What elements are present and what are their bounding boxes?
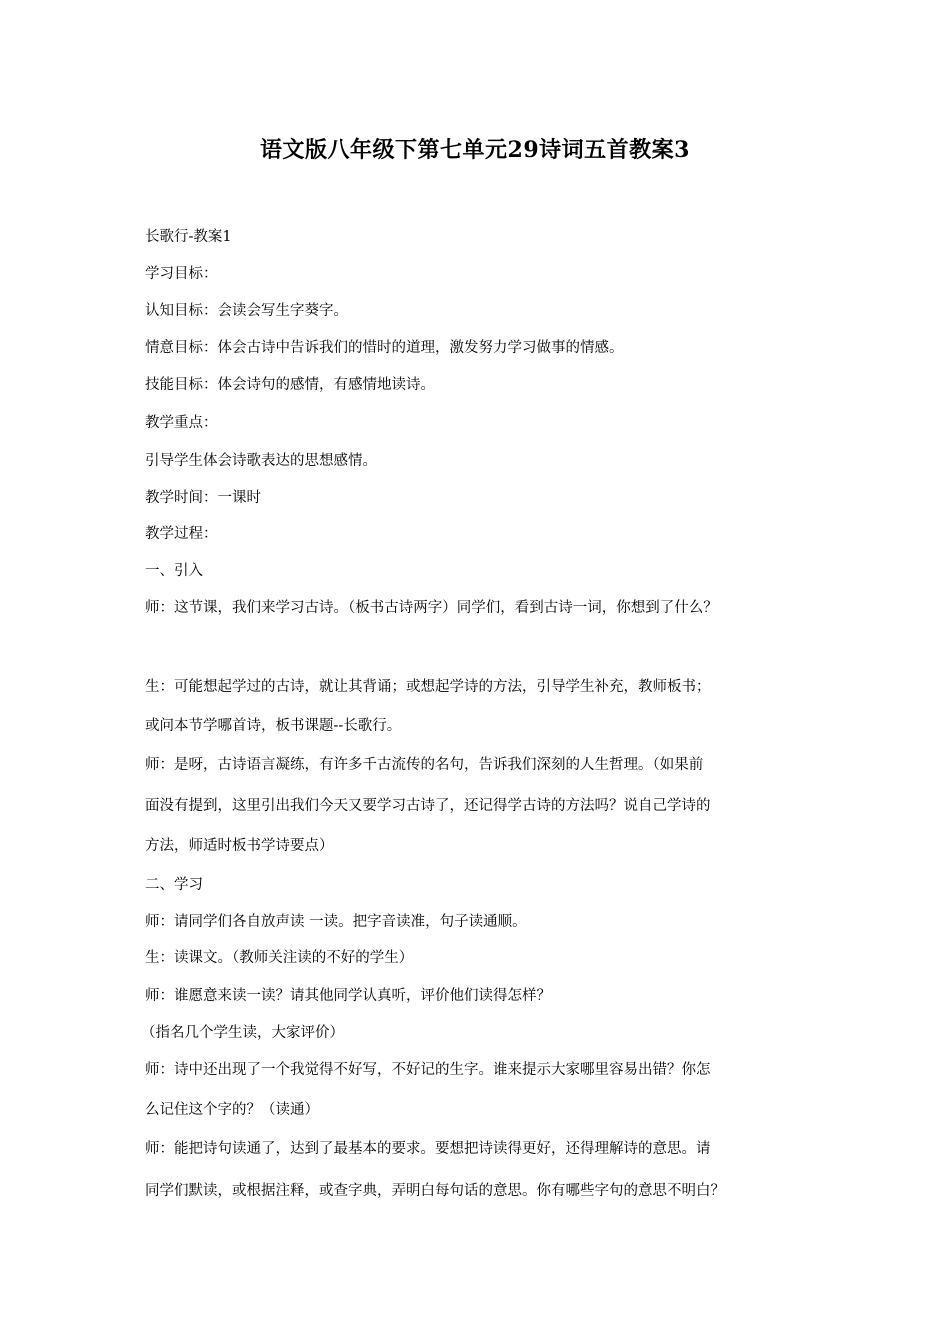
paragraph-line: 同学们默读，或根据注释，或查字典，弄明白每句话的意思。你有哪些字句的意思不明白？ xyxy=(145,1183,725,1199)
paragraph-line: 面没有提到，这里引出我们今天又要学习古诗了，还记得学古诗的方法吗？说自己学诗的 xyxy=(145,798,711,814)
paragraph-line: 师：诗中还出现了一个我觉得不好写，不好记的生字。谁来提示大家哪里容易出错？你怎 xyxy=(145,1062,711,1078)
paragraph-line: 情意目标：体会古诗中告诉我们的惜时的道理，激发努力学习做事的情感。 xyxy=(145,340,624,356)
paragraph-line: 技能目标：体会诗句的感情，有感情地读诗。 xyxy=(145,377,435,393)
paragraph-line: 教学时间：一课时 xyxy=(145,490,261,506)
paragraph-line: （指名几个学生读，大家评价） xyxy=(141,1025,344,1041)
paragraph-line: 师：谁愿意来读一读？请其他同学认真听，评价他们读得怎样？ xyxy=(145,988,551,1004)
paragraph-line: 教学重点： xyxy=(145,415,218,431)
paragraph-line: 认知目标：会读会写生字葵字。 xyxy=(145,303,348,319)
paragraph-line: 么记住这个字的？（读通） xyxy=(145,1102,319,1118)
section-heading: 一、引入 xyxy=(145,563,203,579)
paragraph-line: 教学过程： xyxy=(145,526,218,542)
paragraph-line: 生：可能想起学过的古诗，就让其背诵；或想起学诗的方法，引导学生补充，教师板书； xyxy=(145,679,711,695)
section-heading: 二、学习 xyxy=(145,877,203,893)
paragraph-line: 师：请同学们各自放声读 一读。把字音读准，句子读通顺。 xyxy=(145,914,527,930)
document-title: 语文版八年级下第七单元29诗词五首教案3 xyxy=(260,137,690,163)
paragraph-line: 引导学生体会诗歌表达的思想感情。 xyxy=(145,453,377,469)
paragraph-line: 师：这节课，我们来学习古诗。（板书古诗两字）同学们，看到古诗一词，你想到了什么？ xyxy=(145,600,718,616)
paragraph-line: 学习目标： xyxy=(145,266,218,282)
paragraph-line: 师：是呀，古诗语言凝练，有许多千古流传的名句，告诉我们深刻的人生哲理。（如果前 xyxy=(145,757,704,773)
paragraph-line: 师：能把诗句读通了，达到了最基本的要求。要想把诗读得更好，还得理解诗的意思。请 xyxy=(145,1141,711,1157)
paragraph-line: 或问本节学哪首诗，板书课题--长歌行。 xyxy=(145,718,402,734)
paragraph-line: 生：读课文。（教师关注读的不好的学生） xyxy=(145,950,414,966)
lesson-heading: 长歌行-教案1 xyxy=(145,229,232,245)
paragraph-line: 方法，师适时板书学诗要点） xyxy=(145,838,334,854)
